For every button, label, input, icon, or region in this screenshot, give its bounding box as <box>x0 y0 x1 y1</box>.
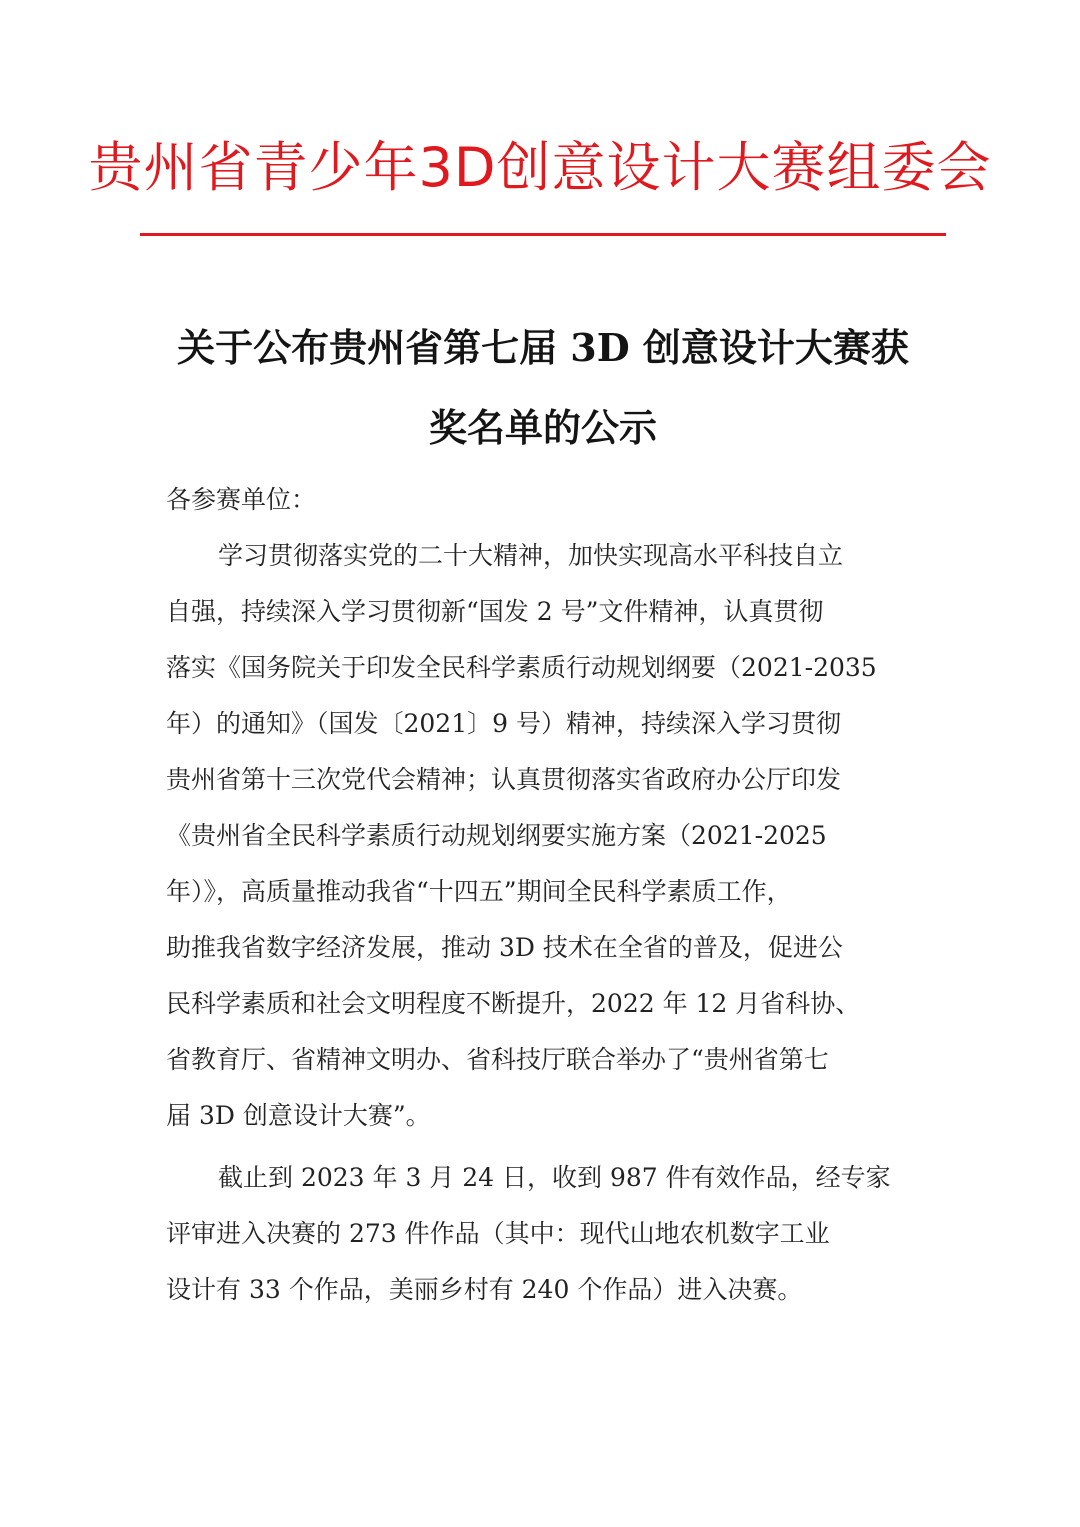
paragraph-1-line: 年）》，高质量推动我省“十四五”期间全民科学素质工作， <box>166 877 792 906</box>
document-title-line-2: 奖名单的公示 <box>428 405 657 450</box>
paragraph-1-line: 贵州省第十三次党代会精神；认真贯彻落实省政府办公厅印发 <box>166 765 842 794</box>
paragraph-1-line: 年）的通知》（国发〔2021〕9 号）精神，持续深入学习贯彻 <box>166 709 841 738</box>
paragraph-1-line: 学习贯彻落实党的二十大精神，加快实现高水平科技自立 <box>218 541 844 570</box>
salutation: 各参赛单位： <box>166 485 317 514</box>
red-divider-rule <box>140 233 946 236</box>
organization-header: 贵州省青少年3D创意设计大赛组委会 <box>88 136 992 199</box>
paragraph-1-line: 落实《国务院关于印发全民科学素质行动规划纲要（2021-2035 <box>166 653 877 682</box>
paragraph-2-line: 截止到 2023 年 3 月 24 日，收到 987 件有效作品，经专家 <box>218 1163 891 1192</box>
paragraph-1-line: 助推我省数字经济发展，推动 3D 技术在全省的普及，促进公 <box>166 933 843 962</box>
document-title-line-1: 关于公布贵州省第七届 3D 创意设计大赛获 <box>177 325 909 370</box>
paragraph-1-line: 自强，持续深入学习贯彻新“国发 2 号”文件精神，认真贯彻 <box>166 597 824 626</box>
paragraph-2-line: 评审进入决赛的 273 件作品（其中：现代山地农机数字工业 <box>166 1219 830 1248</box>
paragraph-1-line: 省教育厅、省精神文明办、省科技厅联合举办了“贵州省第七 <box>166 1045 829 1074</box>
paragraph-2-line: 设计有 33 个作品，美丽乡村有 240 个作品）进入决赛。 <box>166 1275 803 1304</box>
paragraph-1-line: 《贵州省全民科学素质行动规划纲要实施方案（2021-2025 <box>166 821 827 850</box>
paragraph-1-line: 届 3D 创意设计大赛”。 <box>166 1101 431 1130</box>
paragraph-1-line: 民科学素质和社会文明程度不断提升，2022 年 12 月省科协、 <box>166 989 861 1018</box>
